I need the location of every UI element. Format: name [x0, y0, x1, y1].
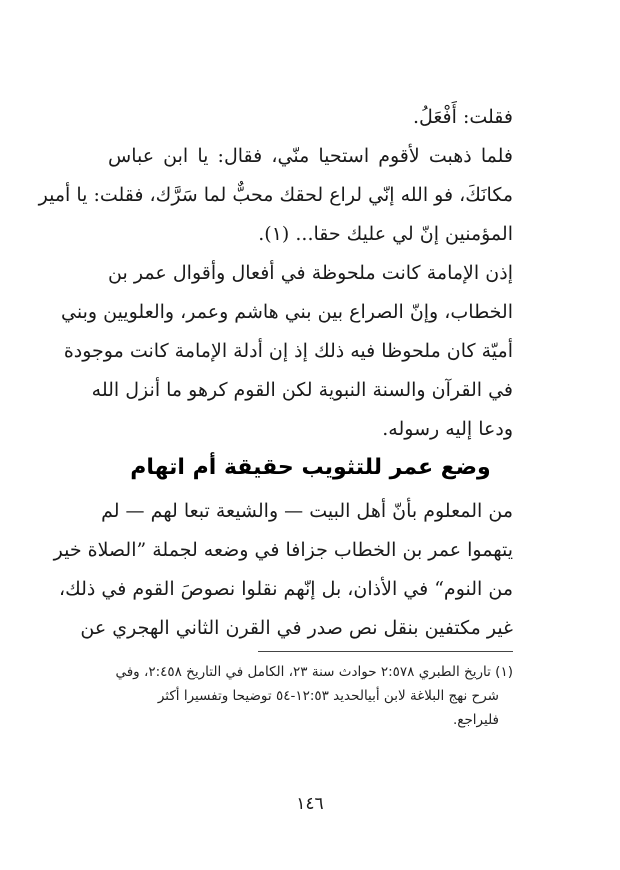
- text-line: فلما ذهبت لأقوم استحيا منّي، فقال: يا ابن عباس: [108, 145, 513, 167]
- text-line: في القرآن والسنة النبوية لكن القوم كرهو ما أنزل الله: [91, 379, 513, 401]
- section-heading: وضع عمر للتثويب حقيقة أم اتهام: [130, 455, 491, 480]
- text-line: غير مكتفين بنقل نص صدر في القرن الثاني الهجري عن: [80, 617, 513, 639]
- text-line: إذن الإمامة كانت ملحوظة في أفعال وأقوال عمر بن: [108, 262, 513, 284]
- text-line: المؤمنين إنّ لي عليك حقا... (١).: [258, 223, 513, 245]
- text-line: من النوم“ في الأذان، بل إنّهم نقلوا نصوصَ القوم في ذلك،: [58, 578, 513, 600]
- text-line: يتهموا عمر بن الخطاب جزافا في وضعه لجملة ”الصلاة خير: [53, 539, 513, 561]
- body-paragraphs: [38, 98, 513, 449]
- footnote-line: (١) تاريخ الطبري ٢:٥٧٨ حوادث سنة ٢٣، الكامل في التاريخ ٢:٤٥٨، وفي: [115, 664, 513, 680]
- text-line: فقلت: أَفْعَلُ.: [412, 106, 513, 128]
- text-line: الخطاب، وإنّ الصراع بين بني هاشم وعمر، والعلويين وبني: [61, 301, 513, 323]
- page-number: ١٤٦: [296, 794, 324, 814]
- footnote: [108, 660, 513, 732]
- footnote-divider: [258, 651, 513, 652]
- footnote-line: فليراجع.: [452, 712, 499, 728]
- footnote-line: شرح نهج البلاغة لابن أبيالحديد ١٢:٥٣-٥٤ توضيحا وتفسيرا أكثر: [157, 688, 499, 704]
- text-line: أميّة كان ملحوظا فيه ذلك إذ إن أدلة الإمامة كانت موجودة: [63, 340, 513, 362]
- text-line: من المعلوم بأنّ أهل البيت — والشيعة تبعا لهم — لم: [101, 500, 513, 522]
- section-paragraph: [53, 492, 513, 648]
- text-line: مكانَكَ، فو الله إنّي لراع لحقك محبٌّ لما سَرَّك، فقلت: يا أمير: [38, 184, 513, 206]
- text-line: ودعا إليه رسوله.: [382, 418, 513, 440]
